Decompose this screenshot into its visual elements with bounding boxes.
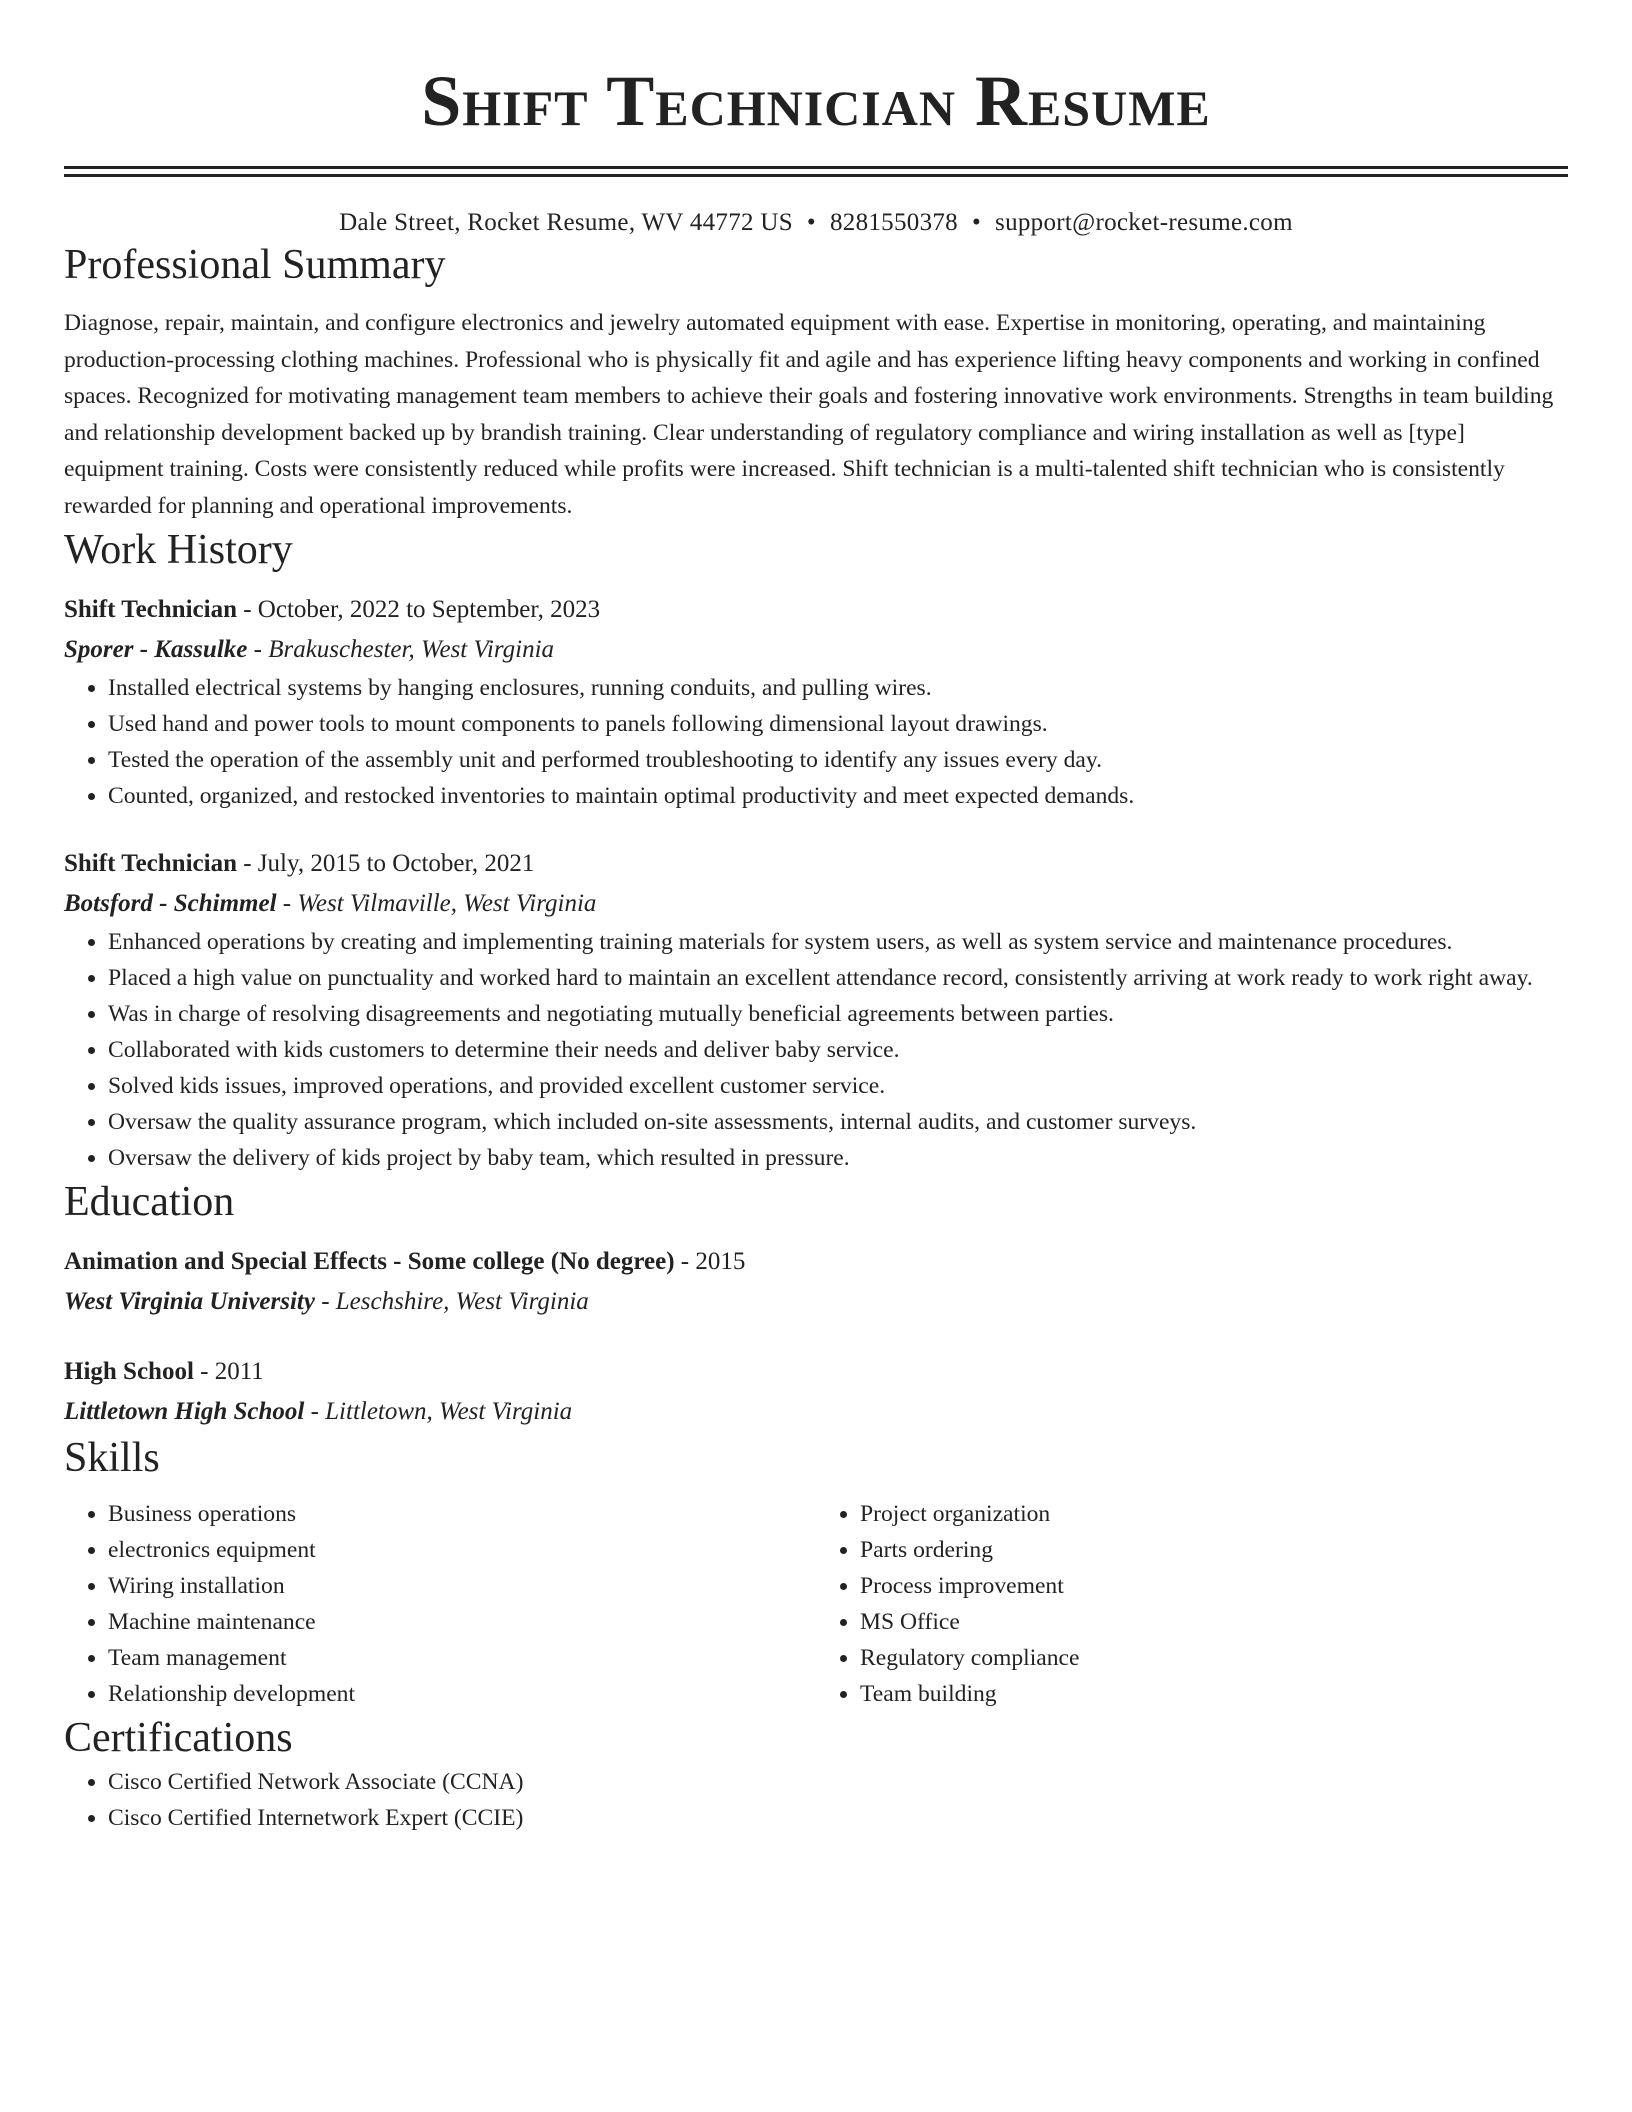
job-company-line — [64, 884, 1568, 924]
education-year: - 2011 — [193, 1358, 264, 1385]
skill-item: • Team management — [108, 1640, 816, 1676]
education-school-line — [64, 1392, 1568, 1432]
summary-heading: Professional Summary — [64, 242, 446, 288]
education-location: - Leschshire, West Virginia — [314, 1288, 589, 1315]
skill-item: • Machine maintenance — [108, 1604, 816, 1640]
skills-list-right — [816, 1496, 1568, 1712]
job-location: - West Vilmaville, West Virginia — [276, 890, 597, 917]
job-duty: • Was in charge of resolving disagreements and negotiating mutually beneficial agreements between parties. — [108, 996, 1568, 1032]
job-duty: • Oversaw the quality assurance program, which included on-site assessments, internal audits, and customer surveys. — [108, 1104, 1568, 1140]
job-role: Shift Technician — [64, 850, 237, 877]
contact-address: Dale Street, Rocket Resume, WV 44772 US — [339, 209, 793, 236]
education-degree-line — [64, 1242, 1568, 1282]
skill-item: • Project organization — [860, 1496, 1568, 1532]
skill-item: • Parts ordering — [860, 1532, 1568, 1568]
education-heading: Education — [64, 1179, 235, 1225]
education-degree-line — [64, 1352, 1568, 1392]
education-school: West Virginia University — [64, 1288, 315, 1315]
job-duties-list — [64, 924, 1568, 1176]
resume-title: Shift Technician Resume — [421, 61, 1211, 141]
skill-item: • MS Office — [860, 1604, 1568, 1640]
work-history-heading: Work History — [64, 527, 293, 573]
job-duty: • Installed electrical systems by hanging enclosures, running conduits, and pulling wires. — [108, 670, 1568, 706]
job-role: Shift Technician — [64, 596, 237, 623]
job-dates: - October, 2022 to September, 2023 — [236, 596, 601, 623]
education-year: - 2015 — [674, 1248, 746, 1275]
certifications-heading: Certifications — [64, 1715, 293, 1761]
skill-item: • Process improvement — [860, 1568, 1568, 1604]
job-dates: - July, 2015 to October, 2021 — [236, 850, 535, 877]
job-duty: • Tested the operation of the assembly unit and performed troubleshooting to identify any issues every day. — [108, 742, 1568, 778]
job-heading — [64, 844, 1568, 884]
skill-item: • Relationship development — [108, 1676, 816, 1712]
certification-item: • Cisco Certified Network Associate (CCNA) — [108, 1764, 1568, 1800]
job-company-line — [64, 630, 1568, 670]
job-location: - Brakuschester, West Virginia — [247, 636, 555, 663]
title-double-rule — [64, 166, 1568, 177]
education-school-line — [64, 1282, 1568, 1322]
skills-list-left — [64, 1496, 816, 1712]
job-duties-list — [64, 670, 1568, 814]
job-duty: • Solved kids issues, improved operations, and provided excellent customer service. — [108, 1068, 1568, 1104]
certification-item: • Cisco Certified Internetwork Expert (CCIE) — [108, 1800, 1568, 1836]
contact-separator: • — [971, 209, 982, 236]
skill-item: • Regulatory compliance — [860, 1640, 1568, 1676]
contact-email: support@rocket-resume.com — [995, 209, 1293, 236]
contact-separator: • — [806, 209, 816, 236]
job-duty: • Placed a high value on punctuality and worked hard to maintain an excellent attendance record, consistently arriving at work ready to work right away. — [108, 960, 1568, 996]
job-duty: • Used hand and power tools to mount components to panels following dimensional layout drawings. — [108, 706, 1568, 742]
skill-item: • Team building — [860, 1676, 1568, 1712]
education-degree: Animation and Special Effects - Some college (No degree) — [64, 1248, 675, 1275]
contact-phone: 8281550378 — [829, 209, 958, 236]
education-school: Littletown High School — [64, 1398, 305, 1425]
job-duty: • Enhanced operations by creating and implementing training materials for system users, as well as system service and maintenance procedures. — [108, 924, 1568, 960]
skills-heading: Skills — [64, 1435, 160, 1481]
skill-item: • electronics equipment — [108, 1532, 816, 1568]
skill-item: • Wiring installation — [108, 1568, 816, 1604]
certifications-list — [64, 1764, 1568, 1836]
job-company: Sporer - Kassulke — [64, 636, 248, 663]
contact-line — [64, 207, 1568, 239]
job-heading — [64, 590, 1568, 630]
education-degree: High School — [64, 1358, 194, 1385]
job-duty: • Counted, organized, and restocked inventories to maintain optimal productivity and meet expected demands. — [108, 778, 1568, 814]
job-duty: • Collaborated with kids customers to determine their needs and deliver baby service. — [108, 1032, 1568, 1068]
job-duty: • Oversaw the delivery of kids project by baby team, which resulted in pressure. — [108, 1140, 1568, 1176]
job-company: Botsford - Schimmel — [64, 890, 277, 917]
skills-grid — [64, 1496, 1568, 1712]
education-location: - Littletown, West Virginia — [304, 1398, 573, 1425]
summary-text: Diagnose, repair, maintain, and configure electronics and jewelry automated equipment with ease. Expertise in monitoring, operating, and maintaining production-processing clothing machines. Professional who is physically fit and agile and has experience lifting heavy components and working in confined spaces. Recognized for motivating management team members to achieve their goals and fostering innovative work environments. Strengths in team building and relationship development backed up by brandish training. Clear understanding of regulatory compliance and wiring installation as well as [type] equipment training. Costs were consistently reduced while profits were increased. Shift technician is a multi-talented shift technician who is consistently rewarded for planning and operational improvements. — [64, 310, 1554, 519]
skill-item: • Business operations — [108, 1496, 816, 1532]
